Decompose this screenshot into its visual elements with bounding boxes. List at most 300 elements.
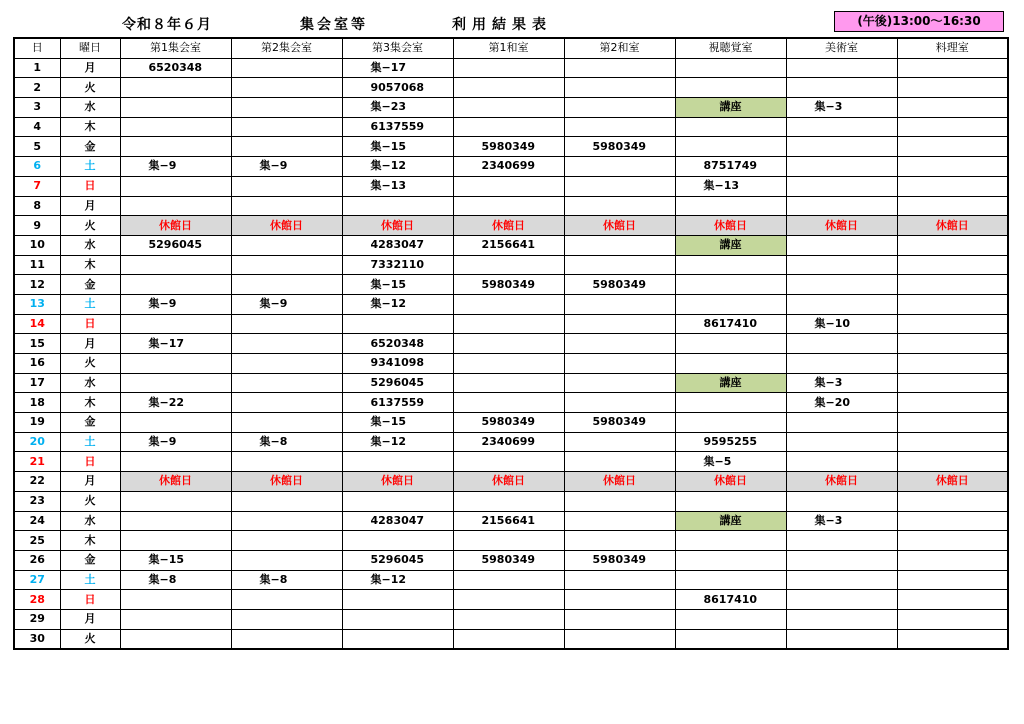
usage-cell: [564, 609, 675, 629]
day-cell: 1: [14, 58, 60, 78]
usage-cell: [231, 98, 342, 118]
day-cell: 8: [14, 196, 60, 216]
usage-cell: [786, 58, 897, 78]
usage-cell: [120, 491, 231, 511]
table-row: [14, 216, 1008, 236]
day-cell: 26: [14, 550, 60, 570]
day-cell: 15: [14, 334, 60, 354]
usage-cell: [453, 117, 564, 137]
weekday-cell: 火: [60, 354, 120, 374]
weekday-cell: 水: [60, 511, 120, 531]
usage-cell: [786, 196, 897, 216]
usage-cell: [675, 570, 786, 590]
usage-cell: [897, 511, 1008, 531]
weekday-cell: 水: [60, 373, 120, 393]
usage-cell: 集−12: [342, 294, 453, 314]
weekday-cell: 日: [60, 590, 120, 610]
usage-cell: [453, 609, 564, 629]
usage-cell: [231, 609, 342, 629]
usage-cell: [564, 373, 675, 393]
weekday-cell: 土: [60, 294, 120, 314]
usage-cell: [120, 609, 231, 629]
usage-cell: [120, 590, 231, 610]
usage-cell: 集−10: [786, 314, 897, 334]
usage-cell: [897, 609, 1008, 629]
usage-cell: [786, 176, 897, 196]
day-cell: 23: [14, 491, 60, 511]
usage-cell: [453, 570, 564, 590]
table-row: [14, 314, 1008, 334]
usage-cell: [786, 157, 897, 177]
usage-cell: [564, 235, 675, 255]
usage-cell: 休館日: [675, 472, 786, 492]
usage-cell: [564, 196, 675, 216]
usage-cell: [564, 157, 675, 177]
usage-cell: [675, 491, 786, 511]
usage-cell: 休館日: [564, 472, 675, 492]
usage-cell: 休館日: [786, 472, 897, 492]
day-cell: 11: [14, 255, 60, 275]
usage-cell: 休館日: [342, 216, 453, 236]
table-row: [14, 511, 1008, 531]
usage-cell: [675, 294, 786, 314]
usage-cell: [342, 531, 453, 551]
table-row: [14, 393, 1008, 413]
usage-cell: [453, 78, 564, 98]
usage-cell: 集−9: [120, 432, 231, 452]
usage-cell: 休館日: [453, 472, 564, 492]
usage-cell: [453, 334, 564, 354]
usage-cell: [564, 491, 675, 511]
usage-cell: [120, 511, 231, 531]
usage-cell: [786, 452, 897, 472]
usage-cell: 4283047: [342, 511, 453, 531]
usage-cell: [897, 235, 1008, 255]
usage-cell: [120, 373, 231, 393]
usage-cell: [675, 393, 786, 413]
usage-cell: [342, 196, 453, 216]
usage-cell: [897, 255, 1008, 275]
usage-cell: 休館日: [897, 216, 1008, 236]
usage-cell: [231, 550, 342, 570]
usage-cell: [897, 294, 1008, 314]
usage-cell: [675, 609, 786, 629]
usage-cell: 講座: [675, 235, 786, 255]
table-row: [14, 334, 1008, 354]
usage-cell: [342, 452, 453, 472]
weekday-cell: 木: [60, 255, 120, 275]
usage-cell: 集−9: [231, 157, 342, 177]
usage-cell: [453, 176, 564, 196]
table-row: [14, 255, 1008, 275]
weekday-cell: 月: [60, 196, 120, 216]
usage-cell: [564, 58, 675, 78]
usage-cell: 集−17: [120, 334, 231, 354]
usage-cell: [897, 314, 1008, 334]
usage-cell: 講座: [675, 511, 786, 531]
day-cell: 14: [14, 314, 60, 334]
usage-cell: 休館日: [453, 216, 564, 236]
weekday-cell: 火: [60, 216, 120, 236]
usage-cell: 9595255: [675, 432, 786, 452]
usage-cell: [120, 413, 231, 433]
usage-cell: [897, 137, 1008, 157]
usage-cell: [453, 590, 564, 610]
usage-cell: [897, 196, 1008, 216]
usage-cell: 4283047: [342, 235, 453, 255]
table-row: [14, 609, 1008, 629]
usage-cell: [786, 432, 897, 452]
usage-cell: [453, 294, 564, 314]
usage-cell: 9057068: [342, 78, 453, 98]
usage-cell: [786, 117, 897, 137]
usage-cell: [120, 196, 231, 216]
usage-cell: [231, 629, 342, 649]
usage-cell: 休館日: [231, 216, 342, 236]
usage-cell: 休館日: [564, 216, 675, 236]
table-row: [14, 294, 1008, 314]
usage-cell: 5296045: [342, 550, 453, 570]
usage-cell: 休館日: [120, 472, 231, 492]
day-cell: 17: [14, 373, 60, 393]
weekday-cell: 金: [60, 413, 120, 433]
usage-cell: [564, 511, 675, 531]
usage-cell: [564, 314, 675, 334]
weekday-cell: 土: [60, 157, 120, 177]
usage-cell: [453, 452, 564, 472]
weekday-cell: 火: [60, 78, 120, 98]
usage-cell: 7332110: [342, 255, 453, 275]
usage-cell: 9341098: [342, 354, 453, 374]
usage-cell: [342, 590, 453, 610]
table-row: [14, 354, 1008, 374]
usage-cell: [231, 531, 342, 551]
usage-cell: [897, 58, 1008, 78]
usage-cell: [120, 275, 231, 295]
table-row: [14, 413, 1008, 433]
usage-cell: 5980349: [564, 550, 675, 570]
day-cell: 28: [14, 590, 60, 610]
usage-cell: [231, 78, 342, 98]
usage-cell: 集−13: [675, 176, 786, 196]
usage-cell: [120, 176, 231, 196]
usage-cell: [453, 531, 564, 551]
usage-cell: 5980349: [564, 137, 675, 157]
usage-cell: [897, 629, 1008, 649]
usage-cell: 集−9: [120, 294, 231, 314]
col-av-room: 視聴覚室: [675, 38, 786, 58]
usage-cell: [453, 58, 564, 78]
usage-cell: 5980349: [453, 137, 564, 157]
day-cell: 29: [14, 609, 60, 629]
col-weekday: 曜日: [60, 38, 120, 58]
usage-cell: 集−22: [120, 393, 231, 413]
usage-cell: [453, 373, 564, 393]
weekday-cell: 金: [60, 550, 120, 570]
usage-cell: 2156641: [453, 235, 564, 255]
usage-cell: 集−12: [342, 570, 453, 590]
weekday-cell: 金: [60, 137, 120, 157]
usage-cell: [897, 590, 1008, 610]
usage-cell: [564, 98, 675, 118]
usage-cell: [231, 117, 342, 137]
weekday-cell: 月: [60, 472, 120, 492]
usage-cell: [675, 334, 786, 354]
col-art-room: 美術室: [786, 38, 897, 58]
usage-cell: [675, 531, 786, 551]
usage-cell: [564, 294, 675, 314]
usage-cell: [897, 550, 1008, 570]
usage-cell: [897, 176, 1008, 196]
usage-cell: [564, 255, 675, 275]
usage-cell: [786, 137, 897, 157]
day-cell: 19: [14, 413, 60, 433]
col-cooking-room: 料理室: [897, 38, 1008, 58]
table-row: [14, 176, 1008, 196]
usage-cell: 休館日: [120, 216, 231, 236]
usage-cell: [120, 314, 231, 334]
usage-cell: [897, 275, 1008, 295]
usage-cell: [675, 137, 786, 157]
day-cell: 4: [14, 117, 60, 137]
usage-cell: [120, 531, 231, 551]
usage-cell: [564, 590, 675, 610]
usage-cell: [342, 629, 453, 649]
weekday-cell: 日: [60, 314, 120, 334]
usage-cell: [231, 275, 342, 295]
usage-cell: [675, 413, 786, 433]
day-cell: 18: [14, 393, 60, 413]
usage-cell: 集−12: [342, 432, 453, 452]
usage-cell: [231, 452, 342, 472]
usage-cell: 講座: [675, 373, 786, 393]
weekday-cell: 土: [60, 432, 120, 452]
day-cell: 21: [14, 452, 60, 472]
usage-cell: [897, 452, 1008, 472]
usage-table: [13, 37, 1009, 650]
usage-cell: [453, 98, 564, 118]
usage-cell: [897, 98, 1008, 118]
usage-cell: [120, 354, 231, 374]
usage-cell: [120, 629, 231, 649]
usage-cell: [120, 98, 231, 118]
day-cell: 22: [14, 472, 60, 492]
usage-cell: 6137559: [342, 117, 453, 137]
weekday-cell: 火: [60, 629, 120, 649]
usage-cell: 集−13: [342, 176, 453, 196]
usage-cell: 5296045: [120, 235, 231, 255]
usage-cell: [564, 176, 675, 196]
weekday-cell: 水: [60, 235, 120, 255]
usage-cell: 2340699: [453, 157, 564, 177]
usage-cell: 集−17: [342, 58, 453, 78]
table-row: [14, 275, 1008, 295]
weekday-cell: 木: [60, 393, 120, 413]
usage-cell: 5980349: [453, 413, 564, 433]
title-report: 利用結果表: [452, 17, 552, 33]
day-cell: 3: [14, 98, 60, 118]
usage-cell: [231, 413, 342, 433]
usage-cell: [120, 452, 231, 472]
usage-cell: [675, 550, 786, 570]
usage-cell: 6137559: [342, 393, 453, 413]
usage-cell: 集−15: [342, 275, 453, 295]
usage-cell: [786, 550, 897, 570]
usage-cell: [342, 609, 453, 629]
col-washitsu-2: 第2和室: [564, 38, 675, 58]
table-row: [14, 157, 1008, 177]
time-slot-badge: (午後)13:00〜16:30: [834, 11, 1004, 32]
usage-cell: [453, 629, 564, 649]
usage-cell: [897, 393, 1008, 413]
usage-cell: 8751749: [675, 157, 786, 177]
usage-cell: [231, 314, 342, 334]
table-row: [14, 117, 1008, 137]
table-row: [14, 432, 1008, 452]
table-row: [14, 78, 1008, 98]
usage-cell: 集−15: [342, 137, 453, 157]
usage-cell: [897, 531, 1008, 551]
usage-cell: 8617410: [675, 314, 786, 334]
col-room-1: 第1集会室: [120, 38, 231, 58]
usage-cell: [231, 196, 342, 216]
weekday-cell: 金: [60, 275, 120, 295]
weekday-cell: 日: [60, 176, 120, 196]
usage-cell: 6520348: [342, 334, 453, 354]
usage-cell: [231, 235, 342, 255]
usage-cell: [342, 491, 453, 511]
day-cell: 13: [14, 294, 60, 314]
table-row: [14, 196, 1008, 216]
usage-cell: [786, 609, 897, 629]
usage-cell: [120, 117, 231, 137]
usage-cell: 5980349: [453, 550, 564, 570]
usage-cell: [786, 294, 897, 314]
usage-cell: [231, 511, 342, 531]
day-cell: 7: [14, 176, 60, 196]
usage-cell: 2156641: [453, 511, 564, 531]
usage-cell: [231, 176, 342, 196]
table-row: [14, 550, 1008, 570]
usage-cell: [120, 255, 231, 275]
usage-cell: [231, 255, 342, 275]
col-room-3: 第3集会室: [342, 38, 453, 58]
usage-cell: [231, 334, 342, 354]
usage-cell: [231, 393, 342, 413]
usage-cell: [675, 117, 786, 137]
table-row: [14, 531, 1008, 551]
usage-cell: [342, 314, 453, 334]
usage-cell: [897, 78, 1008, 98]
col-day: 日: [14, 38, 60, 58]
day-cell: 24: [14, 511, 60, 531]
weekday-cell: 水: [60, 98, 120, 118]
day-cell: 25: [14, 531, 60, 551]
usage-cell: 5980349: [564, 413, 675, 433]
usage-cell: [231, 58, 342, 78]
usage-cell: [120, 137, 231, 157]
usage-cell: [786, 334, 897, 354]
usage-cell: 集−9: [231, 294, 342, 314]
usage-cell: [231, 590, 342, 610]
usage-cell: [675, 275, 786, 295]
usage-cell: [897, 117, 1008, 137]
usage-cell: [786, 275, 897, 295]
usage-cell: 6520348: [120, 58, 231, 78]
table-row: [14, 570, 1008, 590]
weekday-cell: 月: [60, 58, 120, 78]
usage-cell: [120, 78, 231, 98]
usage-cell: 5980349: [453, 275, 564, 295]
usage-cell: [786, 235, 897, 255]
usage-cell: 集−12: [342, 157, 453, 177]
col-room-2: 第2集会室: [231, 38, 342, 58]
usage-cell: [453, 354, 564, 374]
usage-cell: [231, 137, 342, 157]
usage-cell: [786, 570, 897, 590]
usage-cell: [453, 255, 564, 275]
usage-cell: [675, 196, 786, 216]
table-row: [14, 452, 1008, 472]
usage-cell: [786, 413, 897, 433]
usage-cell: [453, 314, 564, 334]
usage-cell: 集−3: [786, 98, 897, 118]
usage-cell: [453, 196, 564, 216]
usage-cell: [786, 255, 897, 275]
usage-cell: 集−3: [786, 511, 897, 531]
table-row: [14, 137, 1008, 157]
usage-cell: [564, 393, 675, 413]
usage-cell: [897, 432, 1008, 452]
usage-cell: [786, 491, 897, 511]
day-cell: 5: [14, 137, 60, 157]
col-washitsu-1: 第1和室: [453, 38, 564, 58]
usage-cell: 休館日: [231, 472, 342, 492]
usage-cell: [231, 354, 342, 374]
usage-cell: 集−3: [786, 373, 897, 393]
usage-cell: [564, 570, 675, 590]
usage-cell: [564, 531, 675, 551]
table-row: [14, 590, 1008, 610]
usage-cell: 休館日: [897, 472, 1008, 492]
usage-cell: [675, 255, 786, 275]
day-cell: 30: [14, 629, 60, 649]
day-cell: 12: [14, 275, 60, 295]
table-row: [14, 235, 1008, 255]
table-row: [14, 629, 1008, 649]
usage-cell: 集−20: [786, 393, 897, 413]
usage-cell: 8617410: [675, 590, 786, 610]
header-row: [14, 38, 1008, 58]
table-row: [14, 491, 1008, 511]
usage-cell: [564, 432, 675, 452]
usage-cell: [231, 491, 342, 511]
day-cell: 20: [14, 432, 60, 452]
day-cell: 9: [14, 216, 60, 236]
weekday-cell: 火: [60, 491, 120, 511]
weekday-cell: 月: [60, 609, 120, 629]
usage-cell: [564, 629, 675, 649]
day-cell: 6: [14, 157, 60, 177]
weekday-cell: 日: [60, 452, 120, 472]
usage-cell: 休館日: [786, 216, 897, 236]
usage-cell: [675, 58, 786, 78]
usage-cell: [564, 334, 675, 354]
day-cell: 2: [14, 78, 60, 98]
table-row: [14, 472, 1008, 492]
usage-cell: 休館日: [342, 472, 453, 492]
table-row: [14, 373, 1008, 393]
